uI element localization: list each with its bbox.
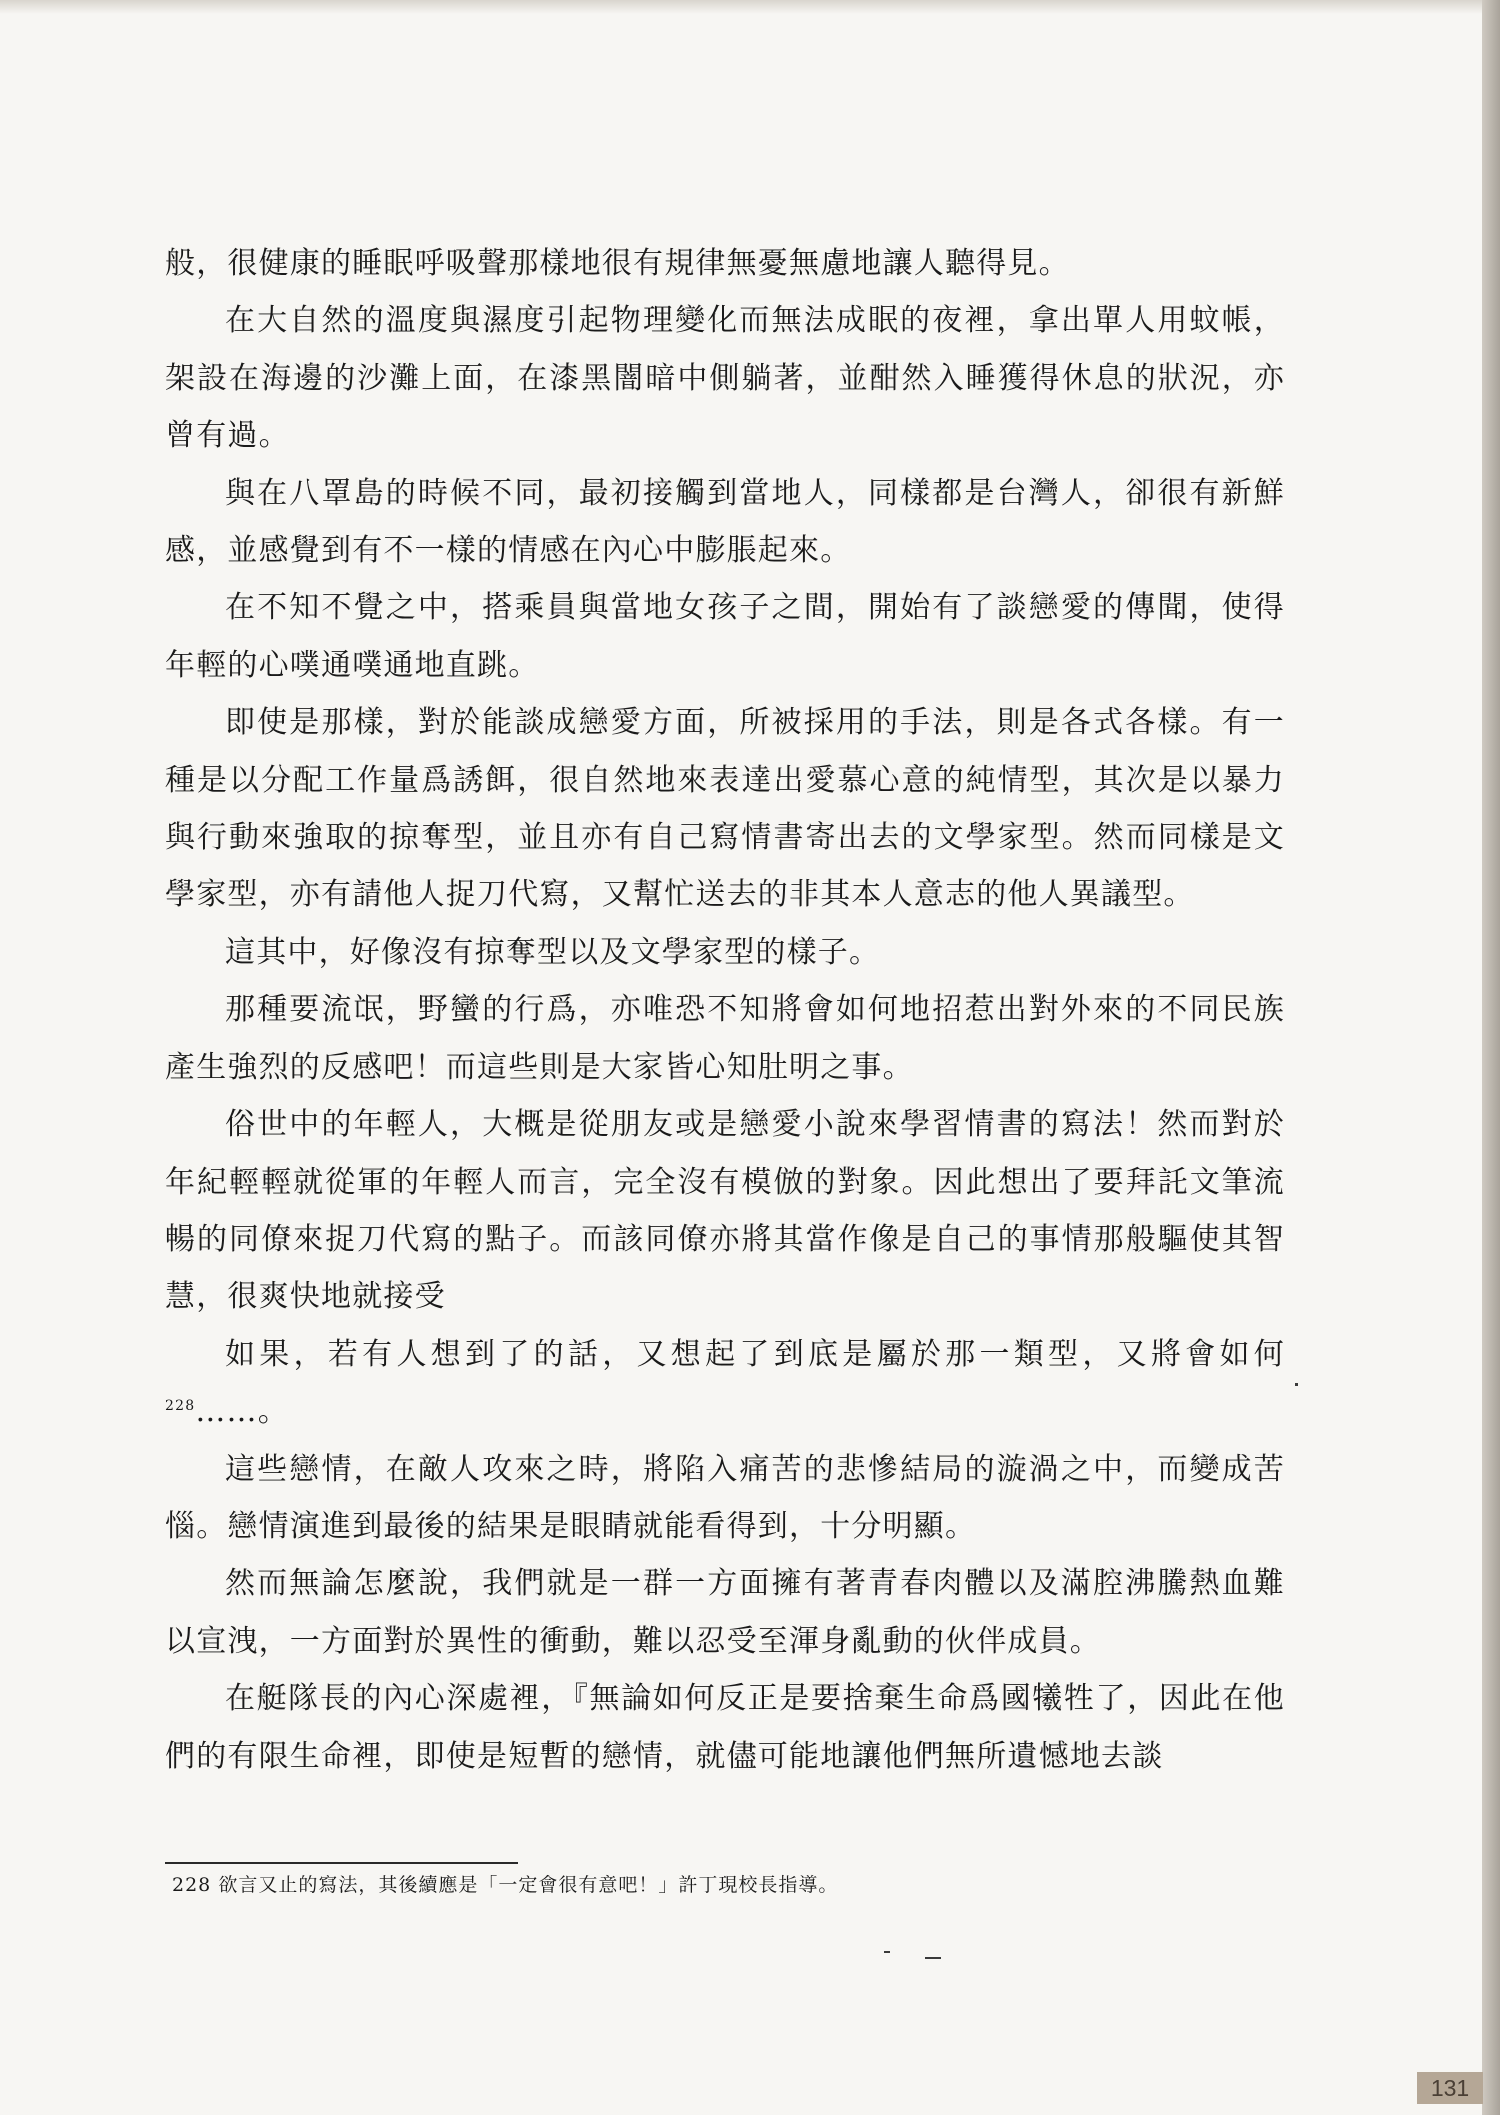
paragraph: 在艇隊長的內心深處裡，『無論如何反正是要捨棄生命爲國犧牲了，因此在他們的有限生命裡，即使是短暫的戀情，就儘可能地讓他們無所遺憾地去談 <box>165 1681 1285 1774</box>
body-text <box>165 235 1285 1785</box>
page-binding-edge <box>1482 0 1500 2115</box>
paragraph: 然而無論怎麼說，我們就是一群一方面擁有著青春肉體以及滿腔沸騰熱血難以宣洩，一方面對於異性的衝動，難以忍受至渾身亂動的伙伴成員。 <box>165 1566 1285 1659</box>
paragraph-with-footnote <box>165 1326 1285 1441</box>
paragraph: 在大自然的溫度與濕度引起物理變化而無法成眠的夜裡，拿出單人用蚊帳，架設在海邊的沙灘上面，在漆黑闇暗中側躺著，並酣然入睡獲得休息的狀況，亦曾有過。 <box>165 303 1285 454</box>
paragraph: 這其中，好像沒有掠奪型以及文學家型的樣子。 <box>225 934 881 970</box>
footnote <box>172 1868 1272 1902</box>
footnote-reference[interactable]: 228 <box>165 1398 196 1415</box>
paragraph-ellipsis: ……。 <box>195 1394 289 1430</box>
scan-speck <box>925 1957 941 1959</box>
paragraph: 這些戀情，在敵人攻來之時，將陷入痛苦的悲慘結局的漩渦之中，而變成苦惱。戀情演進到最後的結果是眼睛就能看得到，十分明顯。 <box>165 1451 1285 1544</box>
paragraph: 那種要流氓，野蠻的行爲，亦唯恐不知將會如何地招惹出對外來的不同民族產生強烈的反感吧！而這些則是大家皆心知肚明之事。 <box>165 992 1285 1085</box>
paragraph: 在不知不覺之中，搭乘員與當地女孩子之間，開始有了談戀愛的傳聞，使得年輕的心噗通噗通地直跳。 <box>165 590 1285 683</box>
footnote-divider <box>165 1862 518 1864</box>
scan-speck <box>1295 1383 1298 1386</box>
footnote-text: 欲言又止的寫法，其後續應是「一定會很有意吧！」許丁現校長指導。 <box>218 1874 839 1896</box>
page-number: 131 <box>1417 2072 1483 2104</box>
paragraph-text: 如果，若有人想到了的話，又想起了到底是屬於那一類型，又將會如何 <box>225 1336 1285 1372</box>
scan-speck <box>884 1951 890 1953</box>
paragraph: 即使是那樣，對於能談成戀愛方面，所被採用的手法，則是各式各樣。有一種是以分配工作量爲誘餌，很自然地來表達出愛慕心意的純情型，其次是以暴力與行動來強取的掠奪型，並且亦有自己寫情書寄出去的文學家型。然而同樣是文學家型，亦有請他人捉刀代寫，又幫忙送去的非其本人意志的他人異議型。 <box>165 705 1285 913</box>
scan-top-shadow <box>0 0 1500 14</box>
paragraph: 俗世中的年輕人，大概是從朋友或是戀愛小說來學習情書的寫法！然而對於年紀輕輕就從軍的年輕人而言，完全沒有模倣的對象。因此想出了要拜託文筆流暢的同僚來捉刀代寫的點子。而該同僚亦將其當作像是自己的事情那般驅使其智慧，很爽快地就接受 <box>165 1107 1285 1315</box>
paragraph: 與在八罩島的時候不同，最初接觸到當地人，同樣都是台灣人，卻很有新鮮感，並感覺到有不一樣的情感在內心中膨脹起來。 <box>165 475 1285 569</box>
paragraph: 般，很健康的睡眠呼吸聲那樣地很有規律無憂無慮地讓人聽得見。 <box>165 246 1070 281</box>
footnote-number: 228 <box>172 1874 212 1896</box>
